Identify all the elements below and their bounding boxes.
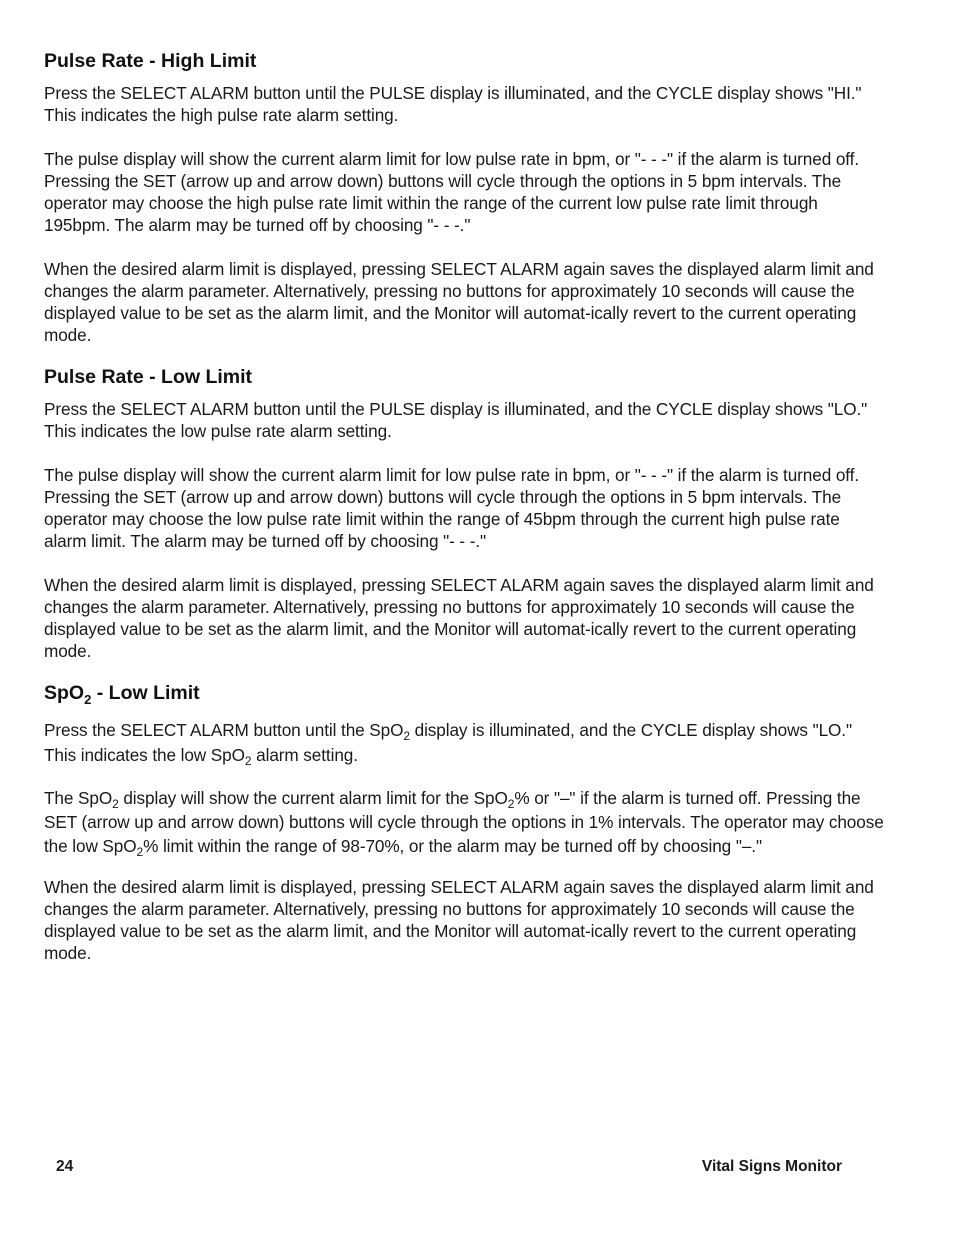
section-spo2-low bbox=[44, 680, 884, 964]
paragraph: Press the SELECT ALARM button until the PULSE display is illuminated, and the CYCLE display shows "HI." This indicates the high pulse rate alarm setting. bbox=[44, 83, 862, 125]
section-heading: Pulse Rate - Low Limit bbox=[44, 366, 253, 388]
paragraph: When the desired alarm limit is displayed, pressing SELECT ALARM again saves the displayed alarm limit and changes the alarm parameter. Alternatively, pressing no buttons for approximately 10 seconds will cause the displayed value to be set as the alarm limit, and the Monitor will automat-ically revert to the current operating mode. bbox=[44, 877, 874, 963]
paragraph bbox=[44, 786, 884, 858]
section-heading bbox=[44, 680, 884, 706]
section-pulse-low bbox=[44, 364, 884, 662]
subscript: 2 bbox=[403, 729, 410, 743]
subscript: 2 bbox=[507, 797, 515, 811]
section-heading: Pulse Rate - High Limit bbox=[44, 50, 257, 72]
subscript: 2 bbox=[112, 797, 119, 811]
heading-subscript: 2 bbox=[84, 692, 92, 707]
paragraph: When the desired alarm limit is displayed, pressing SELECT ALARM again saves the displayed alarm limit and changes the alarm parameter. Alternatively, pressing no buttons for approximately 10 seconds will cause the displayed value to be set as the alarm limit, and the Monitor will automat-ically revert to the current operating mode. bbox=[44, 575, 874, 661]
text-run: Press the SELECT ALARM button until the SpO bbox=[44, 720, 404, 740]
paragraph: Press the SELECT ALARM button until the PULSE display is illuminated, and the CYCLE display shows "LO." This indicates the low pulse rate alarm setting. bbox=[44, 399, 868, 441]
heading-rest: - Low Limit bbox=[91, 682, 200, 704]
paragraph bbox=[44, 718, 884, 768]
text-run: % or "–" if the alarm is turned off. Pressing the SET (arrow up and arrow down) buttons will cycle through the options in 1% intervals. The operator may choose the low SpO bbox=[44, 788, 884, 856]
heading-main: SpO bbox=[44, 682, 85, 704]
page-content bbox=[44, 48, 884, 986]
subscript: 2 bbox=[244, 754, 252, 768]
text-run: The SpO bbox=[44, 788, 113, 808]
text-run: alarm setting. bbox=[251, 745, 358, 765]
text-run: display will show the current alarm limit for the SpO bbox=[118, 788, 508, 808]
text-run: display is illuminated, and the CYCLE display shows "LO." This indicates the low SpO bbox=[44, 720, 852, 765]
paragraph: The pulse display will show the current alarm limit for low pulse rate in bpm, or "- - -" if the alarm is turned off. Pressing the SET (arrow up and arrow down) buttons will cycle through the options in 5 bpm intervals. The operator may choose the low pulse rate limit within the range of 45bpm through the current high pulse rate alarm limit. The alarm may be turned off by choosing "- - -." bbox=[44, 465, 859, 551]
section-pulse-high bbox=[44, 48, 884, 346]
subscript: 2 bbox=[136, 845, 144, 859]
paragraph: When the desired alarm limit is displayed, pressing SELECT ALARM again saves the displayed alarm limit and changes the alarm parameter. Alternatively, pressing no buttons for approximately 10 seconds will cause the displayed value to be set as the alarm limit, and the Monitor will automat-ically revert to the current operating mode. bbox=[44, 259, 874, 345]
text-run: % limit within the range of 98-70%, or the alarm may be turned off by choosing "–." bbox=[143, 836, 762, 856]
document-title: Vital Signs Monitor bbox=[701, 1158, 842, 1175]
page-number: 24 bbox=[56, 1158, 74, 1175]
paragraph: The pulse display will show the current alarm limit for low pulse rate in bpm, or "- - -" if the alarm is turned off. Pressing the SET (arrow up and arrow down) buttons will cycle through the options in 5 bpm intervals. The operator may choose the high pulse rate limit within the range of the current low pulse rate limit through 195bpm. The alarm may be turned off by choosing "- - -." bbox=[44, 149, 859, 235]
